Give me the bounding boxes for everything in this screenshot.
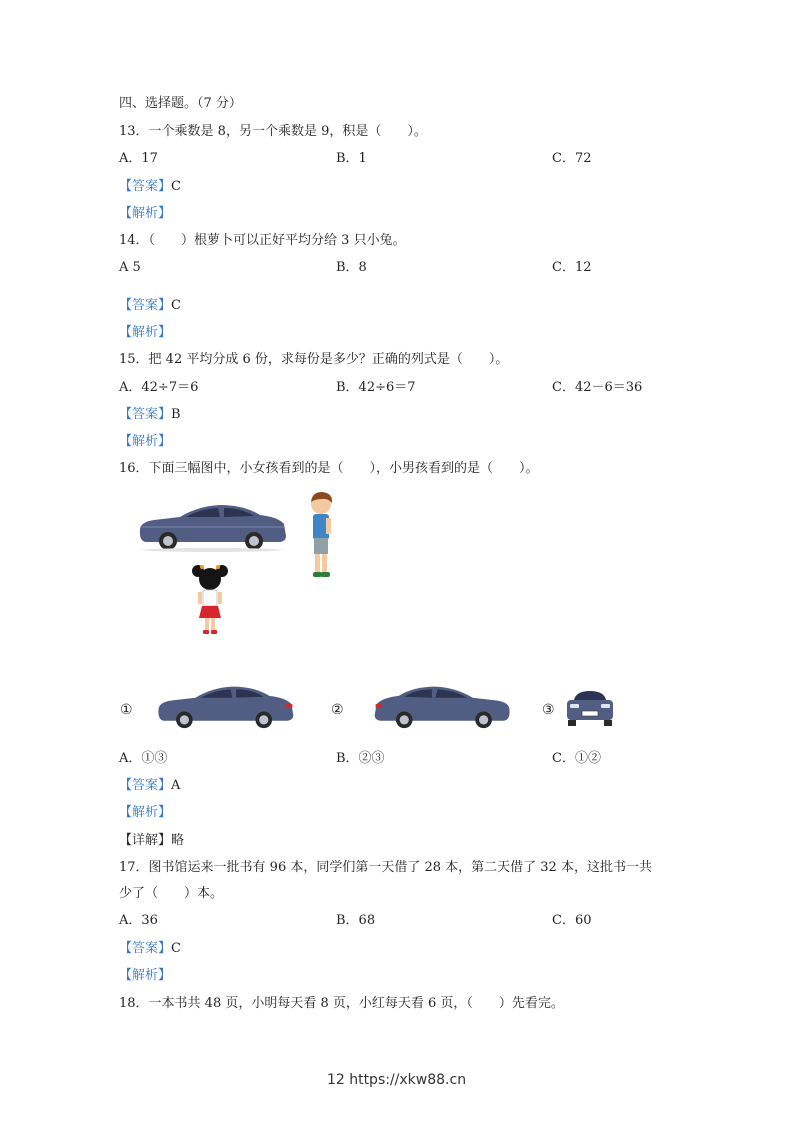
q16-answer bbox=[119, 778, 180, 794]
view-1-car-side-facing-right bbox=[150, 682, 300, 730]
q16-analysis bbox=[119, 805, 171, 821]
q17-option-b: B．68 bbox=[336, 913, 376, 928]
q13-analysis bbox=[119, 206, 171, 222]
q16-stem: 16．下面三幅图中，小女孩看到的是（ ），小男孩看到的是（ ）。 bbox=[119, 461, 539, 476]
analysis-label: 【解析】 bbox=[119, 325, 172, 340]
answer-label: 【答案】 bbox=[119, 407, 172, 422]
analysis-label: 【解析】 bbox=[119, 434, 172, 449]
q13-option-b: B．1 bbox=[336, 151, 367, 166]
view-3-car-front bbox=[564, 688, 616, 728]
q14-option-b: B．8 bbox=[336, 260, 367, 275]
figure-label-2: ② bbox=[331, 702, 344, 718]
answer-value: A bbox=[171, 778, 181, 793]
q16-option-c: C．①② bbox=[552, 751, 601, 766]
q18-stem: 18．一本书共 48 页，小明每天看 8 页，小红每天看 6 页，（ ）先看完。 bbox=[119, 996, 564, 1011]
q13-stem: 13．一个乘数是 8，另一个乘数是 9，积是（ ）。 bbox=[119, 124, 427, 139]
figure-label-3: ③ bbox=[542, 702, 555, 718]
analysis-label: 【解析】 bbox=[119, 805, 172, 820]
q13-option-a: A．17 bbox=[119, 151, 158, 166]
answer-value: C bbox=[171, 941, 181, 956]
q16-detail bbox=[119, 833, 184, 849]
detail-label: 【详解】 bbox=[119, 833, 172, 848]
answer-value: C bbox=[171, 298, 181, 313]
q13-answer bbox=[119, 179, 181, 195]
view-2-car-side-facing-left bbox=[368, 682, 518, 730]
q17-option-c: C．60 bbox=[552, 913, 592, 928]
analysis-label: 【解析】 bbox=[119, 206, 172, 221]
q17-stem-line2: 少了（ ）本。 bbox=[119, 886, 224, 901]
detail-value: 略 bbox=[171, 833, 185, 848]
answer-label: 【答案】 bbox=[119, 179, 172, 194]
q14-analysis bbox=[119, 325, 171, 341]
q16-option-a: A．①③ bbox=[119, 751, 168, 766]
q14-option-c: C．12 bbox=[552, 260, 592, 275]
scene-boy bbox=[302, 490, 342, 582]
q16-option-b: B．②③ bbox=[336, 751, 385, 766]
scene-girl bbox=[190, 562, 230, 636]
q17-option-a: A．36 bbox=[119, 913, 158, 928]
q15-option-b: B．42÷6＝7 bbox=[336, 380, 416, 395]
q14-stem: 14．（ ）根萝卜可以正好平均分给 3 只小兔。 bbox=[119, 233, 406, 248]
q15-option-a: A．42÷7＝6 bbox=[119, 380, 199, 395]
section-title: 四、选择题。（7 分） bbox=[119, 96, 242, 111]
figure-label-1: ① bbox=[120, 702, 133, 718]
answer-label: 【答案】 bbox=[119, 778, 172, 793]
q15-option-c: C．42－6＝36 bbox=[552, 380, 643, 395]
q14-answer bbox=[119, 298, 181, 314]
q14-option-a: A 5 bbox=[119, 260, 141, 275]
q15-analysis bbox=[119, 434, 171, 450]
q15-stem: 15．把 42 平均分成 6 份，求每份是多少？正确的列式是（ ）。 bbox=[119, 352, 509, 367]
q17-analysis bbox=[119, 968, 171, 984]
q13-option-c: C．72 bbox=[552, 151, 592, 166]
answer-value: C bbox=[171, 179, 181, 194]
answer-label: 【答案】 bbox=[119, 941, 172, 956]
answer-value: B bbox=[171, 407, 181, 422]
q17-stem-line1: 17．图书馆运来一批书有 96 本，同学们第一天借了 28 本，第二天借了 32 本，这批书一共 bbox=[119, 860, 652, 875]
scene-car-side bbox=[136, 500, 288, 552]
page-footer: 12 https://xkw88.cn bbox=[326, 1072, 467, 1088]
q17-answer bbox=[119, 941, 181, 957]
q15-answer bbox=[119, 407, 181, 423]
analysis-label: 【解析】 bbox=[119, 968, 172, 983]
answer-label: 【答案】 bbox=[119, 298, 172, 313]
